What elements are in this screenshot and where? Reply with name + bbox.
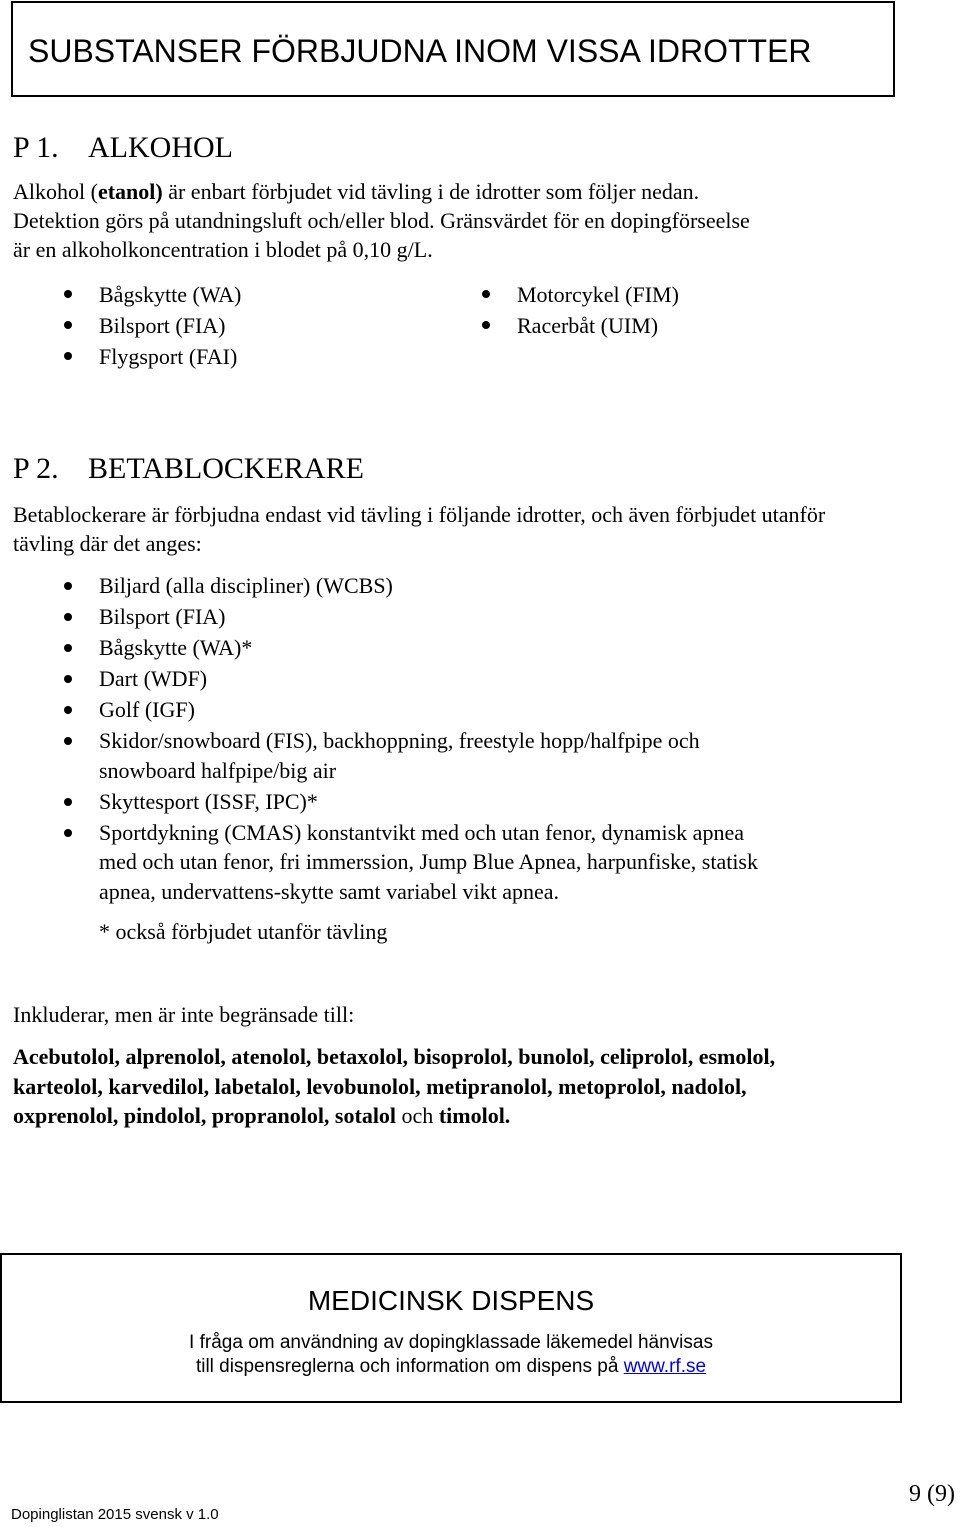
substances-line2: karteolol, karvedilol, labetalol, levobunolol, metipranolol, metoprolol, nadolol, — [13, 1073, 747, 1099]
list-item-text: Sportdykning (CMAS) konstantvikt med och utan fenor, dynamisk apnea — [99, 819, 744, 845]
list-item-text: apnea, undervattens-skytte samt variabel vikt apnea. — [99, 878, 559, 904]
dispens-box — [0, 1253, 902, 1403]
list-item: Racerbåt (UIM) — [479, 310, 859, 341]
substances-line3 — [13, 1101, 953, 1131]
p1-sports-left — [61, 279, 441, 372]
dispens-line1: I fråga om användning av dopingklassade läkemedel hänvisas — [189, 1332, 713, 1353]
p1-intro-line3: är en alkoholkoncentration i blodet på 0,10 g/L. — [13, 237, 433, 262]
rf-link[interactable]: www.rf.se — [623, 1356, 707, 1377]
p1-intro-line2: Detektion görs på utandningsluft och/eller blod. Gränsvärdet för en dopingförseelse — [13, 208, 750, 233]
section-p2-number: P 2. — [13, 452, 59, 485]
p1-intro-line1 — [13, 177, 913, 206]
list-item: Motorcykel (FIM) — [479, 279, 859, 310]
substances-line3-plain: och — [396, 1103, 439, 1128]
list-item-text: Bilsport (FIA) — [99, 604, 226, 629]
p2-intro-line1: Betablockerare är förbjudna endast vid tävling i följande idrotter, och även förbjudet utanför — [13, 502, 826, 527]
p1-sports-right — [479, 279, 859, 341]
list-item — [61, 571, 901, 601]
p1-intro-bold: etanol) — [97, 179, 163, 204]
footer-document-name: Dopinglistan 2015 svensk v 1.0 — [11, 1506, 219, 1523]
p2-sports-list — [61, 571, 901, 908]
p2-intro-line2: tävling där det anges: — [13, 531, 202, 556]
list-item — [61, 787, 901, 817]
dispens-heading: MEDICINSK DISPENS — [307, 1285, 595, 1316]
p1-intro-after: är enbart förbjudet vid tävling i de idrotter som följer nedan. — [162, 179, 700, 204]
list-item — [61, 726, 901, 785]
list-item — [61, 602, 901, 632]
list-item: Bilsport (FIA) — [61, 310, 441, 341]
section-p2-heading — [13, 452, 364, 486]
section-p1-number: P 1. — [13, 131, 59, 164]
dispens-line2 — [2, 1355, 900, 1379]
section-p2-intro — [13, 500, 953, 558]
section-p1-intro — [13, 177, 913, 264]
dispens-line2-text: till dispensreglerna och information om dispens på — [195, 1356, 624, 1377]
substances-line3-bold: oxprenolol, pindolol, propranolol, sotalol — [13, 1103, 397, 1128]
list-item — [61, 633, 901, 663]
list-item — [61, 818, 901, 907]
section-p1-name: ALKOHOL — [88, 131, 233, 164]
p1-intro-before: Alkohol ( — [13, 179, 98, 204]
list-item-text: Golf (IGF) — [99, 697, 195, 722]
list-item-text: med och utan fenor, fri immerssion, Jump Blue Apnea, harpunfiske, statisk — [99, 849, 758, 874]
p2-including-label: Inkluderar, men är inte begränsade till: — [13, 1002, 355, 1027]
list-item-text: Skidor/snowboard (FIS), backhoppning, freestyle hopp/halfpipe och — [99, 728, 700, 753]
list-item: Flygsport (FAI) — [61, 341, 441, 372]
section-p1-heading — [13, 131, 233, 165]
substances-line1: Acebutolol, alprenolol, atenolol, betaxolol, bisoprolol, bunolol, celiprolol, esmolol, — [13, 1044, 776, 1069]
list-item-text: Skyttesport (ISSF, IPC)* — [99, 788, 318, 814]
list-item — [61, 664, 901, 694]
title-box — [11, 1, 895, 97]
list-item-text: snowboard halfpipe/big air — [99, 757, 337, 783]
page-number: 9 (9) — [909, 1481, 955, 1507]
p2-substances — [13, 1042, 953, 1131]
substances-line3-end: timolol. — [438, 1103, 511, 1128]
section-p2-name: BETABLOCKERARE — [88, 452, 364, 485]
list-item — [61, 695, 901, 725]
page-title: SUBSTANSER FÖRBJUDNA INOM VISSA IDROTTER — [28, 33, 812, 69]
list-item-text: Bågskytte (WA)* — [99, 635, 253, 660]
list-item-text: Dart (WDF) — [99, 666, 208, 691]
list-item-text: Biljard (alla discipliner) (WCBS) — [99, 573, 393, 598]
list-item: Bågskytte (WA) — [61, 279, 441, 310]
p2-note: * också förbjudet utanför tävling — [99, 919, 388, 944]
